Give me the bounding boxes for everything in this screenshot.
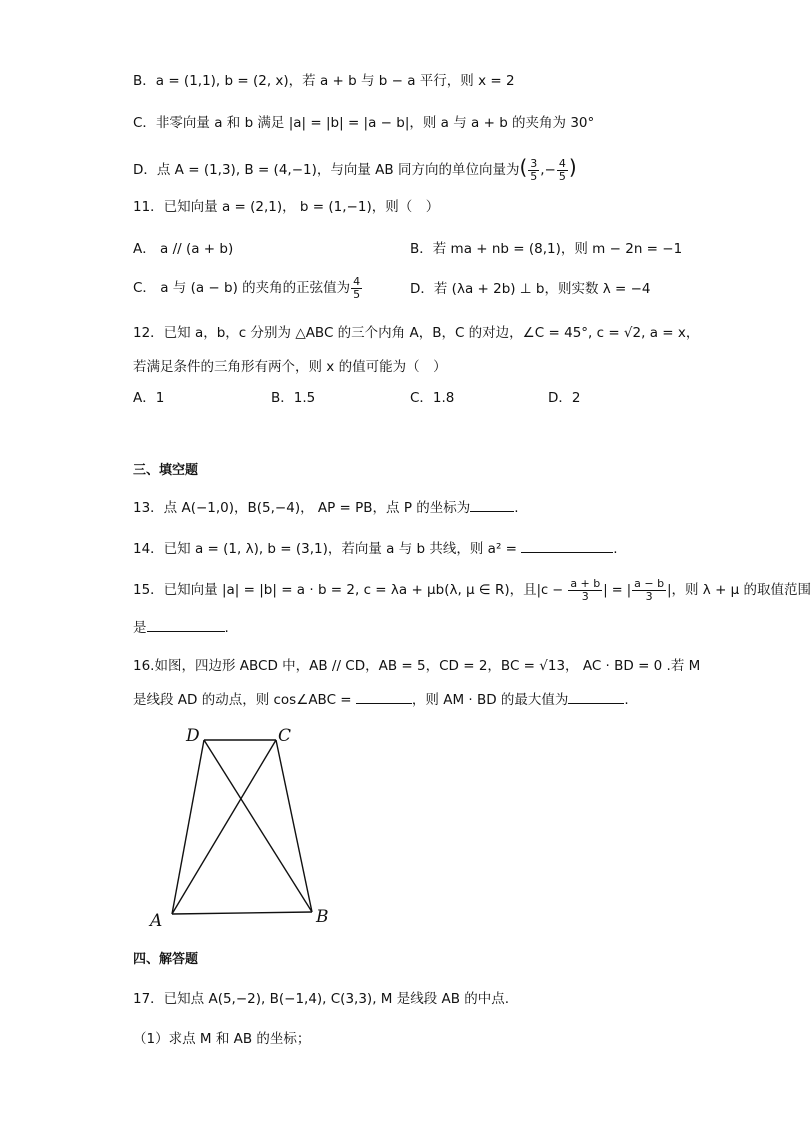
q13-text: 13．点 A(−1,0)，B(5,−4)， AP = PB，点 P 的坐标为 (133, 500, 471, 516)
q10-option-d-text: D．点 A = (1,3), B = (4,−1)，与向量 AB 同方向的单位向量为 (133, 162, 520, 178)
q15-period: . (224, 620, 229, 636)
label-d: D (186, 726, 200, 746)
diagonal-bd (204, 740, 312, 912)
q11-option-c-text: C． a 与 (a − b) 的夹角的正弦值为 (133, 280, 351, 296)
q13-answer-blank[interactable] (470, 497, 514, 512)
q14-answer-blank[interactable] (521, 538, 613, 553)
q10-option-b: B．a = (1,1), b = (2, x)，若 a + b 与 b − a 平行，则 x = 2 (133, 73, 515, 89)
q12-stem-line2: 若满足条件的三角形有两个，则 x 的值可能为（ ） (133, 359, 447, 375)
q16-text-mid: ，则 AM · BD 的最大值为 (411, 692, 569, 708)
q17-part1: （1）求点 M 和 AB 的坐标； (133, 1031, 311, 1047)
paren-close: ) (568, 155, 577, 179)
q12-option-c: C．1.8 (410, 390, 455, 406)
q10-d-fraction-2: $\frac{4}{5}$ (558, 156, 566, 183)
q16-text: 是线段 AD 的动点，则 cos∠ABC = (133, 692, 352, 708)
q14-text: 14．已知 a = (1, λ), b = (3,1)，若向量 a 与 b 共线，则 a² = (133, 541, 517, 557)
q13-period: . (514, 500, 519, 516)
q16-answer-blank-1[interactable] (356, 689, 412, 704)
label-a: A (150, 911, 163, 931)
q15-fraction-2: $\frac{a - b}{3}$ (634, 577, 665, 603)
q15-answer-blank[interactable] (147, 617, 225, 632)
segment-bc (276, 740, 312, 912)
q16-line2 (133, 689, 629, 711)
q15-condition: |c − $\frac{a + b}{3}$ | = | $\frac{a - b}{3}$ | (536, 577, 672, 603)
q16-answer-blank-2[interactable] (568, 689, 624, 704)
q15-line1 (133, 572, 811, 608)
q16-line1: 16.如图，四边形 ABCD 中，AB // CD，AB = 5，CD = 2，BC = √13， AC · BD = 0 .若 M (133, 658, 701, 674)
section-3-heading: 三、填空题 (133, 463, 199, 478)
q15-line2 (133, 617, 229, 639)
q13 (133, 497, 519, 519)
q12-option-a: A．1 (133, 390, 165, 406)
section-4-heading: 四、解答题 (133, 952, 199, 967)
q15-text-mid: ，则 λ + μ 的取值范围 (671, 582, 811, 598)
q15-text-2: 是 (133, 620, 147, 636)
q14-period: . (613, 541, 618, 557)
q14 (133, 538, 618, 560)
q10-d-fraction-1: $\frac{3}{5}$ (530, 156, 538, 183)
label-c: C (278, 726, 292, 746)
q15-fraction-1: $\frac{a + b}{3}$ (570, 577, 601, 603)
q11-option-b: B．若 ma + nb = (8,1)，则 m − 2n = −1 (410, 241, 683, 257)
q11-stem: 11．已知向量 a = (2,1)， b = (1,−1)，则（ ） (133, 199, 440, 215)
trapezoid-figure (140, 718, 360, 933)
label-b: B (316, 907, 329, 927)
q15-text: 15．已知向量 |a| = |b| = a · b = 2, c = λa + μb(λ, μ ∈ R)，且 (133, 582, 537, 598)
q16-period: . (624, 692, 629, 708)
q11-c-fraction: $\frac{4}{5}$ (353, 274, 361, 301)
q12-option-d: D．2 (548, 390, 581, 406)
paren-open: ( (519, 155, 528, 179)
q12-stem-line1: 12．已知 a，b，c 分别为 △ABC 的三个内角 A，B，C 的对边，∠C = 45°, c = √2, a = x， (133, 325, 700, 341)
q12-option-b: B．1.5 (271, 390, 316, 406)
q17-stem: 17．已知点 A(5,−2), B(−1,4), C(3,3), M 是线段 AB 的中点. (133, 991, 510, 1007)
q11-option-d: D．若 (λa + 2b) ⊥ b，则实数 λ = −4 (410, 281, 651, 297)
q10-option-c: C．非零向量 a 和 b 满足 |a| = |b| = |a − b|，则 a 与 a + b 的夹角为 30° (133, 115, 595, 131)
q10-option-d: D．点 A = (1,3), B = (4,−1)，与向量 AB 同方向的单位向量为( $\frac{3}{5}$ ,− $\frac{4}{5}$ ) (133, 155, 577, 183)
q11-option-c (133, 272, 363, 304)
segment-ab (172, 912, 312, 914)
q11-option-a: A． a // (a + b) (133, 241, 234, 257)
